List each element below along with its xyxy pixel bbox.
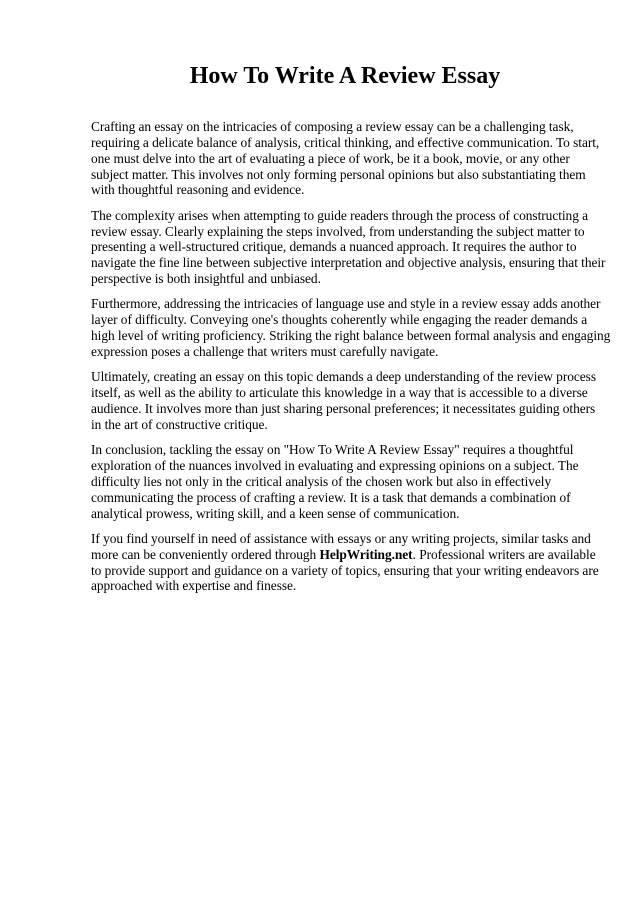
paragraph-2 [91,207,606,287]
paragraph-line: If you find yourself in need of assistance with essays or any writing projects, similar tasks and [91,530,591,546]
paragraph-line: communicating the process of crafting a review. It is a task that demands a combination of [91,489,571,505]
paragraph-line: Furthermore, addressing the intricacies of language use and style in a review essay adds another [91,296,601,312]
paragraph-6 [91,531,603,594]
paragraph-3 [91,296,611,359]
paragraph-line: analytical prowess, writing skill, and a keen sense of communication. [91,505,460,521]
paragraph-line: Ultimately, creating an essay on this topic demands a deep understanding of the review process [91,369,596,385]
paragraph-line: difficulty lies not only in the critical analysis of the chosen work but also in effectively [91,473,552,489]
paragraph-line: perspective is both insightful and unbiased. [91,271,321,287]
document-body [91,119,611,604]
paragraph-5 [91,442,603,521]
paragraph-line: itself, as well as the ability to articulate this knowledge in a way that is accessible to a diverse [91,385,588,401]
paragraph-line: review essay. Clearly explaining the steps involved, from understanding the subject matter to [91,223,585,239]
paragraph-line: Crafting an essay on the intricacies of composing a review essay can be a challenging task, [91,119,574,134]
paragraph-line: one must delve into the art of evaluating a piece of work, be it a book, movie, or any other [91,150,570,166]
paragraph-line: exploration of the nuances involved in evaluating and expressing opinions on a subject. The [91,458,579,474]
paragraph-line: subject matter. This involves not only forming personal opinions but also substantiating them [91,166,586,182]
paragraph-line: approached with expertise and finesse. [91,578,297,594]
document-title: How To Write A Review Essay [189,63,501,89]
paragraph-4 [91,369,603,432]
paragraph-line: navigate the fine line between subjective interpretation and objective analysis, ensuring that their [91,255,606,271]
link-trailing-text: . Professional writers are available [412,546,596,562]
paragraph-line: high level of writing proficiency. Striking the right balance between formal analysis and engaging [91,328,611,344]
paragraph-line: with thoughtful reasoning and evidence. [91,182,305,198]
paragraph-1 [91,119,603,198]
paragraph-line: in the art of constructive critique. [91,416,268,432]
paragraph-line: expression poses a challenge that writers must carefully navigate. [91,343,439,359]
link-lead-in-text: more can be conveniently ordered through [91,546,320,562]
paragraph-line: to provide support and guidance on a variety of topics, ensuring that your writing endeavors are [91,562,599,578]
paragraph-line: presenting a well-structured critique, demands a nuanced approach. It requires the author to [91,239,577,255]
paragraph-line: In conclusion, tackling the essay on "How To Write A Review Essay" requires a thoughtful [91,442,574,458]
paragraph-line: audience. It involves more than just sharing personal preferences; it necessitates guiding others [91,401,596,416]
paragraph-line: layer of difficulty. Conveying one's thoughts coherently while engaging the reader demands a [91,312,588,328]
paragraph-line: requiring a delicate balance of analysis, critical thinking, and effective communication. To start, [91,134,600,150]
helpwriting-link[interactable]: HelpWriting.net [319,546,413,562]
paragraph-line: The complexity arises when attempting to guide readers through the process of constructing a [91,207,589,223]
paragraph-line-with-link [91,547,603,563]
